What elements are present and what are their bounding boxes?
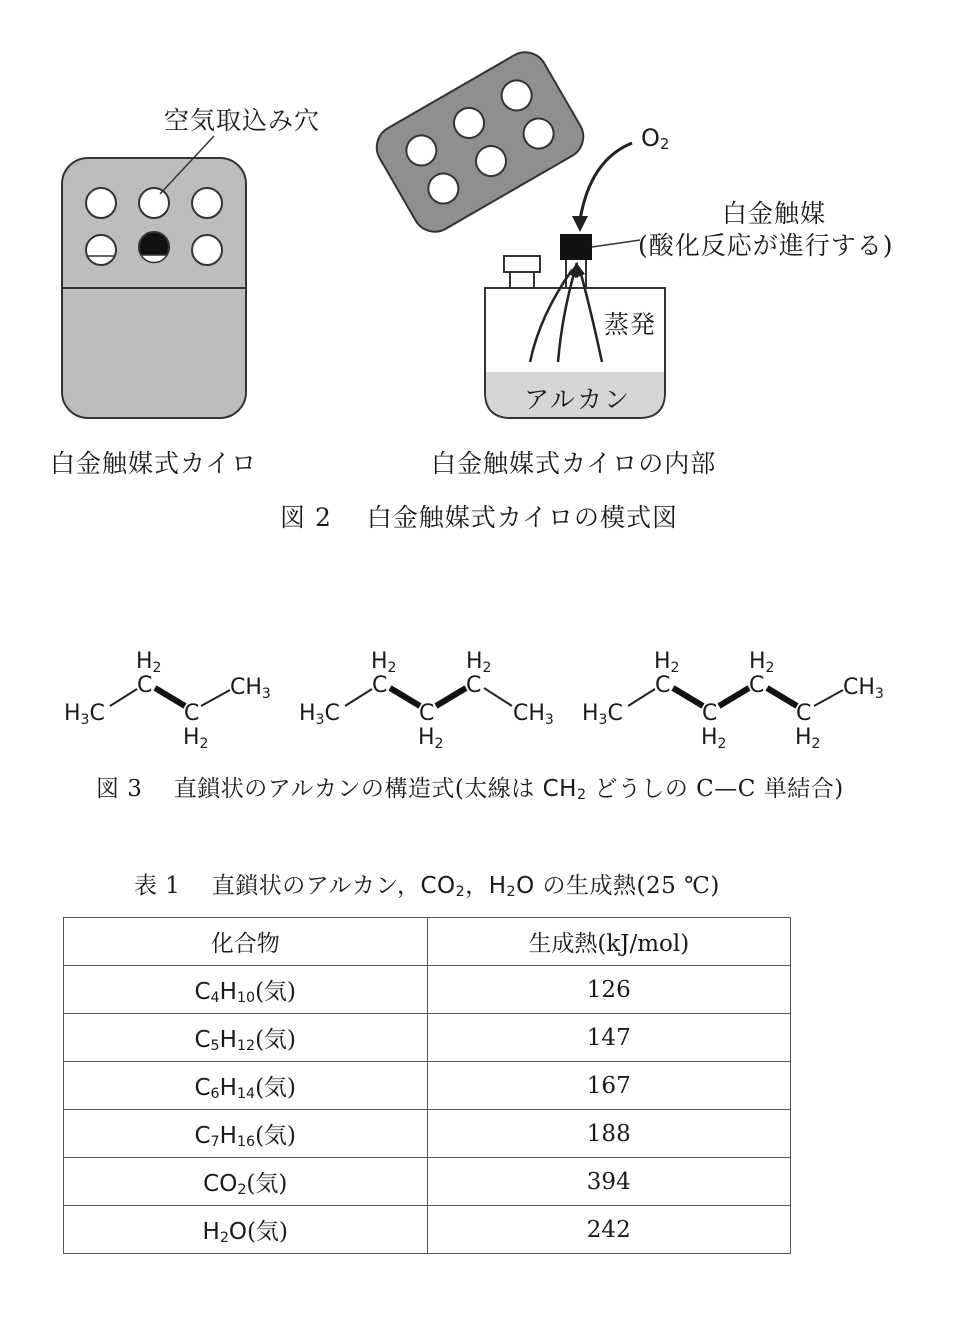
atom-h2: H2 [136, 649, 162, 676]
atom-h2: H2 [654, 649, 680, 676]
bond [628, 689, 655, 706]
label-o2 [641, 124, 669, 153]
compound-state: (気) [246, 1171, 288, 1197]
air-hole [86, 188, 116, 218]
atom-c: C [137, 673, 153, 698]
atom-h2: H2 [371, 649, 397, 676]
compound-formula: $C_5H_{12}$ [194, 1027, 256, 1054]
label-o2-main: O [641, 124, 660, 152]
compound-formula: $CO_2$ [203, 1171, 247, 1198]
bond-bold [155, 688, 185, 706]
compound-formula: $C_4H_{10}$ [194, 979, 256, 1006]
bond [110, 689, 137, 706]
compound-cell [64, 1158, 428, 1206]
heat-value-cell: 167 [427, 1062, 791, 1110]
bond [201, 690, 230, 706]
compound-cell [64, 1062, 428, 1110]
atom-c: C [796, 701, 812, 726]
heat-value-cell: 188 [427, 1110, 791, 1158]
header-heat: 生成熱(kJ/mol) [427, 918, 791, 966]
compound-formula: $C_7H_{16}$ [194, 1123, 256, 1150]
label-o2-sub: 2 [659, 134, 670, 153]
air-hole [192, 235, 222, 265]
compound-cell [64, 1206, 428, 1254]
air-hole [86, 235, 116, 265]
atom-h3c: H3C [299, 701, 340, 728]
atom-c: C [749, 673, 765, 698]
atom-h3c: H3C [582, 701, 623, 728]
atom-c: C [655, 673, 671, 698]
figure3-caption [96, 770, 844, 803]
compound-cell [64, 966, 428, 1014]
figure2-caption: 図 2 白金触媒式カイロの模式図 [280, 503, 679, 532]
header-compound: 化合物 [64, 918, 428, 966]
atom-ch3: CH3 [230, 675, 271, 702]
figure3-caption-suffix: どうしの C—C 単結合) [586, 776, 844, 802]
table1-caption-sep: ， [465, 873, 489, 899]
compound-cell [64, 1110, 428, 1158]
air-hole [139, 188, 169, 218]
atom-c: C [372, 673, 388, 698]
table1-caption [134, 867, 720, 900]
compound-state: (気) [255, 1027, 297, 1053]
o2-arrowhead [572, 216, 588, 232]
bond [484, 688, 512, 706]
table-row [64, 1014, 791, 1062]
bond-bold [436, 688, 466, 706]
compound-state: (気) [247, 1219, 288, 1245]
air-hole [192, 188, 222, 218]
catalyst-leader [592, 240, 640, 247]
heat-of-formation-table [63, 917, 791, 1254]
evaporation-arrowhead [575, 262, 585, 278]
figure3-caption-ch-sub: 2 [576, 786, 587, 803]
sub-caption-right: 白金触媒式カイロの内部 [431, 449, 717, 478]
table1-caption-o: O [516, 873, 535, 899]
heat-value-cell: 394 [427, 1158, 791, 1206]
pentane-structure [299, 649, 554, 750]
compound-state: (気) [255, 979, 297, 1005]
table1-caption-co: CO [420, 873, 456, 899]
compound-cell [64, 1014, 428, 1062]
bond-bold [673, 688, 703, 706]
atom-h2: H2 [701, 725, 727, 750]
table-header-row [64, 918, 791, 966]
fuel-cap [504, 256, 540, 272]
table1-caption-suffix: の生成熱(25 ℃) [534, 873, 720, 899]
heat-value-cell: 242 [427, 1206, 791, 1254]
table-row [64, 966, 791, 1014]
butane-structure [64, 649, 271, 750]
table1-caption-co-sub: 2 [455, 883, 466, 900]
figure3-caption-prefix: 図 3 直鎖状のアルカンの構造式(太線は [96, 776, 543, 802]
sub-caption-left: 白金触媒式カイロ [50, 449, 258, 478]
atom-ch3: CH3 [513, 701, 554, 728]
atom-h2: H2 [466, 649, 492, 676]
compound-formula: $H_2O$ [202, 1219, 248, 1246]
fuel-neck [510, 272, 534, 288]
bond [345, 689, 372, 706]
atom-h2: H2 [418, 725, 444, 750]
table-row [64, 1206, 791, 1254]
atom-c: C [466, 673, 482, 698]
table1-caption-h-sub: 2 [506, 883, 517, 900]
bond-bold [390, 688, 420, 706]
bond-bold [767, 688, 797, 706]
atom-ch3: CH3 [843, 675, 884, 702]
table-body [64, 966, 791, 1254]
catalyst-block [560, 234, 592, 260]
atom-h2: H2 [795, 725, 821, 750]
atom-h2: H2 [183, 725, 209, 750]
atom-c: C [184, 701, 200, 726]
atom-c: C [419, 701, 435, 726]
label-air-hole: 空気取込み穴 [164, 106, 321, 135]
compound-state: (気) [255, 1075, 297, 1101]
atom-h2: H2 [749, 649, 775, 676]
table-row [64, 1158, 791, 1206]
atom-h3c: H3C [64, 701, 105, 728]
bond-bold [719, 688, 749, 706]
figure3-caption-ch: CH [542, 776, 577, 802]
label-catalyst-note: (酸化反応が進行する) [638, 231, 894, 260]
atom-c: C [702, 701, 718, 726]
label-catalyst: 白金触媒 [722, 199, 827, 228]
o2-arrow [580, 143, 632, 220]
compound-formula: $C_6H_{14}$ [194, 1075, 256, 1102]
label-evaporation: 蒸発 [604, 310, 657, 339]
label-alkane: アルカン [524, 385, 632, 414]
heat-value-cell: 147 [427, 1014, 791, 1062]
table1-caption-prefix: 表 1 直鎖状のアルカン， [134, 873, 421, 899]
hexane-structure [582, 649, 884, 750]
compound-state: (気) [255, 1123, 297, 1149]
table-row [64, 1062, 791, 1110]
heat-value-cell: 126 [427, 966, 791, 1014]
figure3-structures [0, 640, 970, 750]
table-row [64, 1110, 791, 1158]
table1-caption-h: H [488, 873, 507, 899]
kairo-lid [369, 44, 592, 239]
bond [814, 690, 843, 706]
